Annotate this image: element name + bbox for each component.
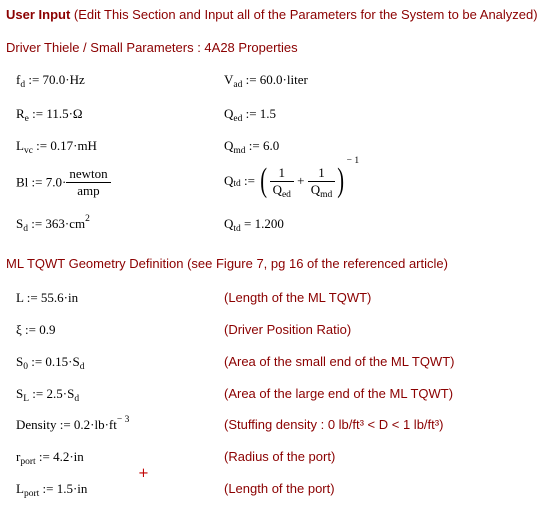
- bl-numerator: newton: [69, 166, 108, 181]
- density-expression: := 0.2·lb·ft: [56, 417, 117, 432]
- section-header: [6, 7, 538, 22]
- vad-expression: := 60.0·liter: [242, 72, 308, 87]
- xi-equation[interactable]: [16, 322, 56, 338]
- right-paren: ): [337, 162, 345, 199]
- lport-equation[interactable]: [16, 481, 87, 497]
- sl-symbol: S: [16, 386, 24, 401]
- bl-symbol: Bl: [16, 174, 29, 190]
- s0-equation[interactable]: [16, 354, 85, 370]
- qtd-den-qmd-subscript: md: [320, 189, 333, 200]
- fd-expression: := 70.0·Hz: [25, 72, 85, 87]
- s0-symbol: S: [16, 354, 24, 369]
- sl-subscript: L: [23, 394, 30, 404]
- sl-comment: (Area of the large end of the ML TQWT): [224, 386, 454, 401]
- re-expression: := 11.5·Ω: [28, 106, 83, 121]
- left-paren: (: [260, 162, 268, 199]
- qtd-result-symbol: Q: [224, 216, 234, 231]
- sl-sd-subscript: d: [74, 394, 80, 404]
- re-symbol: R: [16, 106, 25, 121]
- rport-equation[interactable]: [16, 449, 84, 465]
- qtd-fraction-qed: [270, 165, 294, 198]
- qtd-result: [224, 216, 284, 232]
- sd-symbol: S: [16, 216, 24, 231]
- driver-section-heading: Driver Thiele / Small Parameters : 4A28 Properties: [6, 40, 298, 55]
- re-equation[interactable]: [16, 106, 83, 122]
- xi-comment: (Driver Position Ratio): [224, 322, 352, 337]
- sd-subscript: d: [23, 224, 28, 234]
- header-subtitle: (Edit This Section and Input all of the Parameters for the System to be Analyzed): [70, 7, 538, 22]
- vad-symbol: V: [224, 72, 234, 87]
- sl-expression: := 2.5·S: [29, 386, 75, 401]
- qtd-plus: +: [293, 173, 308, 188]
- qtd-assign: :=: [240, 173, 259, 188]
- qtd-fraction-qmd: [308, 165, 336, 198]
- lvc-expression: := 0.17·mH: [32, 138, 97, 153]
- lport-expression: := 1.5·in: [39, 481, 88, 496]
- s0-subscript: 0: [23, 362, 28, 372]
- qtd-subscript: td: [233, 179, 241, 189]
- lvc-equation[interactable]: [16, 138, 97, 154]
- density-symbol: Density: [16, 417, 57, 432]
- sd-equation[interactable]: [16, 216, 90, 232]
- qmd-subscript: md: [233, 146, 246, 156]
- qtd-den-qmd-symbol: Q: [310, 181, 321, 197]
- vad-subscript: ad: [233, 80, 243, 90]
- qtd-den-qed-subscript: ed: [281, 189, 291, 200]
- xi-symbol: ξ: [16, 322, 22, 337]
- qtd-result-subscript: td: [233, 224, 241, 234]
- fd-equation[interactable]: [16, 72, 85, 88]
- geometry-section-heading: ML TQWT Geometry Definition (see Figure 7, pg 16 of the referenced article): [6, 256, 448, 271]
- sd-expression: := 363·cm: [27, 216, 86, 231]
- header-title: User Input: [6, 7, 71, 22]
- sl-equation[interactable]: [16, 386, 79, 402]
- density-equation[interactable]: [16, 417, 129, 433]
- qmd-expression: := 6.0: [245, 138, 280, 153]
- xi-expression: := 0.9: [21, 322, 56, 337]
- rport-expression: := 4.2·in: [35, 449, 84, 464]
- qtd-numerator-a: 1: [278, 164, 285, 180]
- bl-expression: := 7.0·: [28, 174, 67, 190]
- rport-comment: (Radius of the port): [224, 449, 336, 464]
- sd-exponent: 2: [85, 214, 90, 224]
- rport-symbol: r: [16, 449, 21, 464]
- length-equation[interactable]: [16, 290, 78, 306]
- length-expression: := 55.6·in: [23, 290, 79, 305]
- rport-subscript: port: [20, 457, 36, 467]
- qtd-den-qed-symbol: Q: [272, 181, 282, 197]
- re-subscript: e: [24, 114, 29, 124]
- qed-subscript: ed: [233, 114, 243, 124]
- qtd-definition[interactable]: [224, 156, 360, 200]
- lvc-symbol: L: [16, 138, 24, 153]
- s0-sd-subscript: d: [79, 362, 85, 372]
- density-comment: (Stuffing density : 0 lb/ft³ < D < 1 lb/ft³): [224, 417, 444, 432]
- fd-subscript: d: [20, 80, 26, 90]
- density-exponent: − 3: [116, 415, 130, 425]
- s0-expression: := 0.15·S: [27, 354, 80, 369]
- qtd-result-expression: = 1.200: [240, 216, 284, 231]
- lvc-subscript: vc: [23, 146, 33, 156]
- qed-expression: := 1.5: [242, 106, 277, 121]
- crosshair-cursor-icon: +: [138, 466, 149, 481]
- qmd-equation[interactable]: [224, 138, 279, 154]
- lport-comment: (Length of the port): [224, 481, 335, 496]
- s0-comment: (Area of the small end of the ML TQWT): [224, 354, 455, 369]
- fd-symbol: f: [16, 72, 21, 87]
- qtd-numerator-b: 1: [318, 164, 325, 180]
- length-symbol: L: [16, 290, 24, 305]
- vad-equation[interactable]: [224, 72, 308, 88]
- lport-subscript: port: [23, 489, 40, 499]
- length-comment: (Length of the ML TQWT): [224, 290, 372, 305]
- lport-symbol: L: [16, 481, 24, 496]
- bl-denominator: amp: [66, 182, 110, 199]
- bl-fraction: [66, 166, 110, 199]
- qmd-symbol: Q: [224, 138, 234, 153]
- bl-equation[interactable]: [16, 166, 111, 199]
- qtd-symbol: Q: [224, 173, 234, 188]
- qed-symbol: Q: [224, 106, 234, 121]
- qed-equation[interactable]: [224, 106, 276, 122]
- qtd-exponent: − 1: [346, 156, 360, 166]
